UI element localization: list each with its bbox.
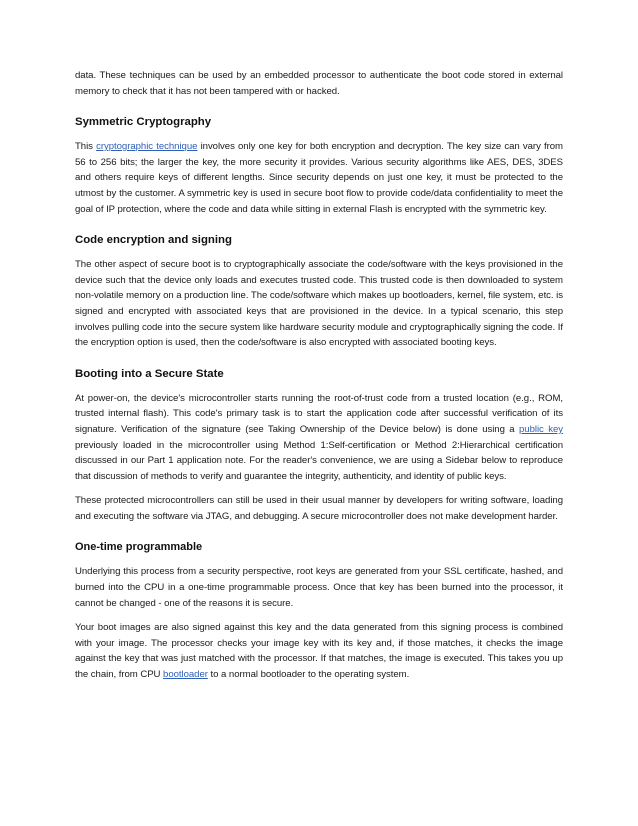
otp-paragraph-1: Underlying this process from a security perspective, root keys are generated from your SSL certificate, hashed, and burned into the CPU in a one-time programmable process. Once that key has been burned into the processor, it cannot be changed - one of the reasons it is secure. — [75, 566, 563, 609]
heading-code-encryption: Code encryption and signing — [75, 234, 232, 247]
intro-paragraph: data. These techniques can be used by an embedded processor to authenticate the boot code stored in external memory to check that it has not been tampered with or hacked. — [75, 70, 563, 97]
symmetric-paragraph — [75, 139, 563, 217]
symmetric-text-start: This — [75, 141, 97, 153]
heading-one-time-programmable: One-time programmable — [75, 541, 203, 554]
booting-text-end: previously loaded in the microcontroller using Method 1:Self-certification or Method 2:Hierarchical certification discussed in our Part 1 application note. For the reader's convenience, we are using a Sidebar below to reproduce that discussion of methods to verify and guarantee the integrity, authenticity, and identity of public keys. — [75, 439, 563, 482]
bootloader-link[interactable]: bootloader — [163, 669, 208, 681]
symmetric-text-end: involves only one key for both encryption and decryption. The key size can vary from 56 to 256 bits; the larger the key, the more security it provides. Various security algorithms like AES, DES, 3DES and others require keys of different lengths. Since security depends on just one key, it must be protected to the utmost by the customer. A symmetric key is used in secure boot flow to provide code/data confidentiality to meet the goal of IP protection, where the code and data while sitting in external Flash is encrypted with the symmetric key. — [75, 141, 563, 215]
code-encryption-paragraph: The other aspect of secure boot is to cryptographically associate the code/software with the keys provisioned in the device such that the device only loads and executes trusted code. This trusted code is then downloaded to system non-volatile memory on a production line. The code/software which makes up bootloaders, kernel, file system, etc. is signed and encrypted with associated keys that are provisioned in the device. In a typical scenario, this step involves pulling code into the secure system like hardware security module and cryptographically signing the code. If the encryption option is used, then the code/software is also encrypted with associated booting keys. — [75, 259, 563, 349]
heading-booting-secure-state: Booting into a Secure State — [75, 367, 224, 380]
heading-symmetric-cryptography: Symmetric Cryptography — [75, 116, 212, 129]
booting-paragraph-2: These protected microcontrollers can still be used in their usual manner by developers for writing software, loading and executing the software via JTAG, and debugging. A secure microcontroller does not make development harder. — [75, 495, 563, 522]
booting-text-start: At power-on, the device's microcontroller starts running the root-of-trust code from a trusted location (e.g., ROM, trusted internal flash). This code's primary task is to start the application code after successful verification of its signature. Verification of the signature (see Taking Ownership of the Device below) is done using a — [75, 392, 563, 435]
otp-paragraph-2 — [75, 620, 563, 682]
otp-text-start: Your boot images are also signed against this key and the data generated from this signing process is combined with your image. The processor checks your image key with its key and, if those matches, it checks the image against the key that was just matched with the processor. If that matches, the image is executed. This takes you up the chain, from CPU — [75, 622, 563, 681]
otp-text-end: to a normal bootloader to the operating system. — [207, 669, 410, 681]
cryptographic-technique-link[interactable]: cryptographic technique — [96, 141, 198, 153]
public-key-link[interactable]: public key — [519, 423, 563, 435]
booting-paragraph-1 — [75, 391, 563, 485]
